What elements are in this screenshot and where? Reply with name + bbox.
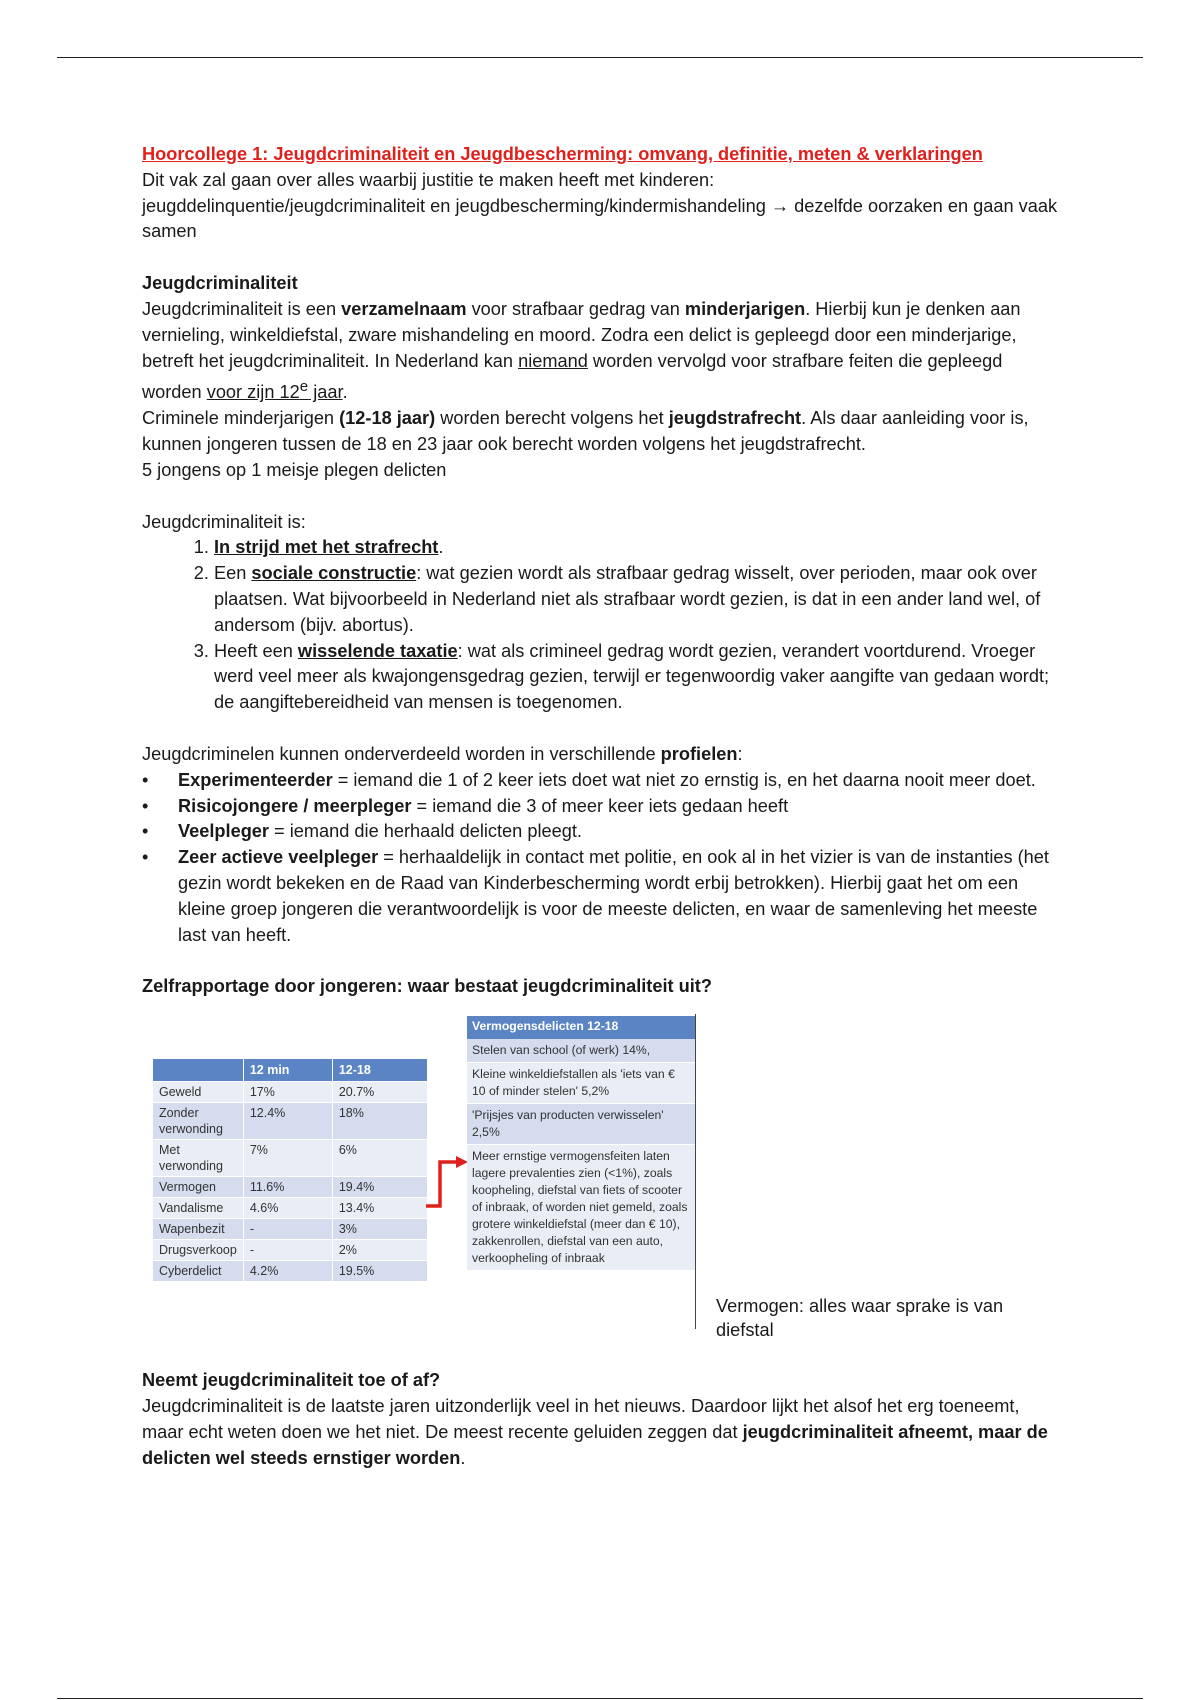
vermogensdelicten-table <box>467 1016 695 1271</box>
underlined-niemand: niemand <box>518 350 588 371</box>
list-item: • Veelpleger = iemand die herhaald delicten pleegt. <box>178 819 1062 845</box>
document-body <box>142 142 1062 1471</box>
table-row: Meer ernstige vermogensfeiten laten lagere prevalenties zien (<1%), zoals koopheling, diefstal van fiets of scooter of inbraak, of worden niet gemeld, zoals grotere winkeldiefstal (meer dan € 10), zakkenrollen, diefstal van een auto, verkoopheling of inbraak <box>467 1145 695 1271</box>
intro-line-2-end: dezelfde oorzaken en gaan vaak samen <box>142 195 1058 242</box>
table-header-row <box>153 1059 428 1082</box>
bullet-icon: • <box>142 847 149 868</box>
table-row: Cyberdelict 4.2% 19.5% <box>153 1261 428 1282</box>
figure-divider <box>695 1014 696 1329</box>
underlined-age: voor zijn 12e jaar <box>206 378 343 403</box>
bullet-icon: • <box>142 769 149 790</box>
table-row: Stelen van school (of werk) 14%, <box>467 1039 695 1063</box>
trend-paragraph: Jeugdcriminaliteit is de laatste jaren uitzonderlijk veel in het nieuws. Daardoor lijkt het alsof het erg toeneemt, maar echt weten doen we het niet. De meest recente geluiden zeggen dat jeugdcriminaliteit afneemt, maar de delicten wel steeds ernstiger worden. <box>142 1395 1048 1468</box>
gender-ratio: 5 jongens op 1 meisje plegen delicten <box>142 459 447 480</box>
table-row: Met verwonding 7% 6% <box>153 1140 428 1177</box>
arrow-right-icon: → <box>770 195 790 216</box>
list-intro: Jeugdcriminaliteit is: <box>142 511 306 532</box>
bullet-icon: • <box>142 821 149 842</box>
table-row: Wapenbezit - 3% <box>153 1219 428 1240</box>
table-row: Zonder verwonding 12.4% 18% <box>153 1103 428 1140</box>
intro-line-1: Dit vak zal gaan over alles waarbij justitie te maken heeft met kinderen: <box>142 169 715 190</box>
bullet-icon: • <box>142 795 149 816</box>
list-item: • Risicojongere / meerpleger = iemand die 3 of meer keer iets gedaan heeft <box>178 794 1062 820</box>
list-item: 2. Een sociale constructie: wat gezien wordt als strafbaar gedrag wisselt, over perioden, maar ook over plaatsen. Wat bijvoorbeeld in Nederland niet als strafbaar wordt gezien, is dat in een ander land wel, of andersom (bijv. abortus). <box>214 561 1062 638</box>
bottom-rule <box>57 1698 1143 1699</box>
profiles-list <box>142 768 1062 949</box>
definition-paragraph: Jeugdcriminaliteit is een verzamelnaam voor strafbaar gedrag van minderjarigen. Hierbij kun je denken aan vernieling, winkeldiefstal, zware mishandeling en moord. Zodra een delict is gepleegd door een minderjarige, betreft het jeugdcriminaliteit. In Nederland kan niemand worden vervolgd voor strafbare feiten die gepleegd worden voor zijn 12e jaar. Criminele minderjarigen (12-18 jaar) worden berecht volgens het jeugdstrafrecht. Als daar aanleiding voor is, kunnen jongeren tussen de 18 en 23 jaar ook berecht worden volgens het jeugdstrafrecht. 5 jongens op 1 meisje plegen delicten <box>142 298 1029 480</box>
section-heading-jeugdcriminaliteit: Jeugdcriminaliteit <box>142 273 298 294</box>
table-header: Vermogensdelicten 12-18 <box>467 1016 695 1039</box>
intro-line-2: jeugddelinquentie/jeugdcriminaliteit en jeugdbescherming/kindermishandeling <box>142 195 766 216</box>
page-title: Hoorcollege 1: Jeugdcriminaliteit en Jeugdbescherming: omvang, definitie, meten & verklaringen <box>142 144 983 164</box>
table-row: 'Prijsjes van producten verwisselen' 2,5% <box>467 1104 695 1145</box>
prevalence-table <box>152 1058 428 1282</box>
list-item: 1. In strijd met het strafrecht. <box>214 535 1062 561</box>
section-heading-trend: Neemt jeugdcriminaliteit toe of af? <box>142 1370 441 1391</box>
list-item: • Zeer actieve veelpleger = herhaaldelijk in contact met politie, en ook al in het vizier is van de instanties (het gezin wordt bekeken en de Raad van Kinderbescherming wordt erbij betrokken). Hierbij gaat het om een kleine groep jongeren die verantwoordelijk is voor de meeste delicten, en waar de samenleving het meeste last van heeft. <box>142 847 1049 945</box>
table-header-cell <box>153 1059 244 1082</box>
intro-paragraph <box>142 168 1062 245</box>
self-report-figure <box>142 1014 1062 1354</box>
top-rule <box>57 57 1143 58</box>
table-row: Kleine winkeldiefstallen als 'iets van € 10 of minder stelen' 5,2% <box>467 1063 695 1104</box>
table-header-cell: 12-18 <box>332 1059 427 1082</box>
arrow-right-icon <box>424 1154 470 1214</box>
table-row: Geweld 17% 20.7% <box>153 1082 428 1103</box>
table-header-cell: 12 min <box>243 1059 332 1082</box>
list-item: • Experimenteerder = iemand die 1 of 2 keer iets doet wat niet zo ernstig is, en het daarna nooit meer doet. <box>178 768 1062 794</box>
list-item: 3. Heeft een wisselende taxatie: wat als crimineel gedrag wordt gezien, verandert voortdurend. Vroeger werd veel meer als kwajongensgedrag gezien, terwijl er tegenwoordig vaker aangifte van gedaan wordt; de aangiftebereidheid van mensen is toegenomen. <box>214 639 1062 716</box>
table-row: Vandalisme 4.6% 13.4% <box>153 1198 428 1219</box>
table-row: Vermogen 11.6% 19.4% <box>153 1177 428 1198</box>
table-row: Drugsverkoop - 2% <box>153 1240 428 1261</box>
profiles-intro: Jeugdcriminelen kunnen onderverdeeld worden in verschillende profielen: <box>142 744 743 764</box>
numbered-list <box>142 535 1062 716</box>
section-heading-zelfrapportage: Zelfrapportage door jongeren: waar bestaat jeugdcriminaliteit uit? <box>142 976 712 997</box>
figure-note: Vermogen: alles waar sprake is van diefstal <box>716 1296 1004 1341</box>
